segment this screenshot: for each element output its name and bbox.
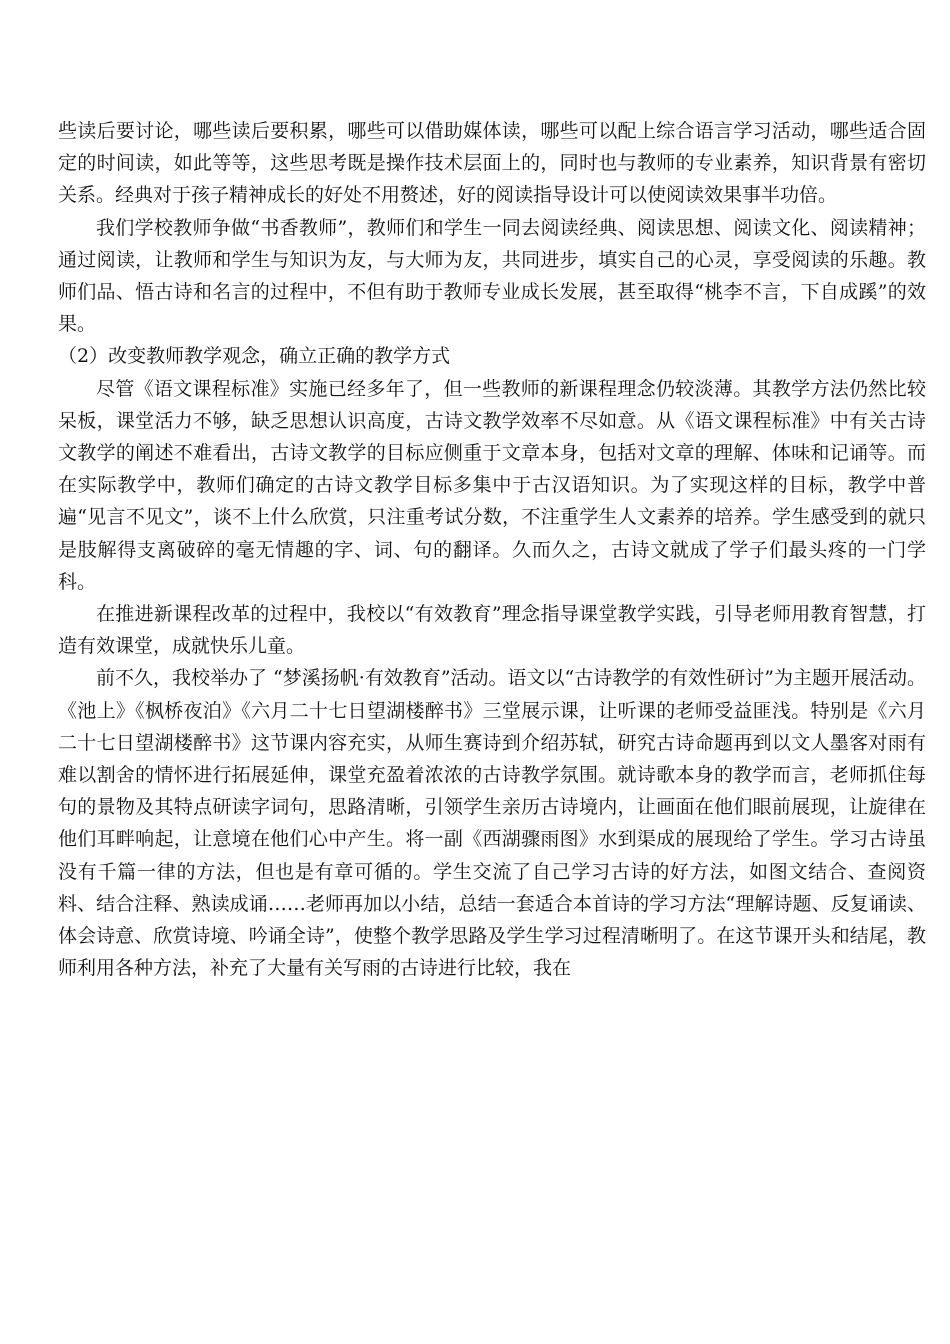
- paragraph-scholarly-teachers: 我们学校教师争做“书香教师”，教师们和学生一同去阅读经典、阅读思想、阅读文化、阅读精神；通过阅读，让教师和学生与知识为友，与大师为友，共同进步，填实自己的心灵，享受阅读的乐趣。教师们品、悟古诗和名言的过程中，不但有助于教师专业成长发展，甚至取得“桃李不言，下自成蹊”的效果。: [58, 216, 926, 336]
- paragraph-activity-report: 前不久，我校举办了 “梦溪扬帆·有效教育”活动。语文以“古诗教学的有效性研讨”为主题开展活动。《池上》《枫桥夜泊》《六月二十七日望湖楼醉书》三堂展示课，让听课的老师受益匪浅。特别是《六月二十七日望湖楼醉书》这节课内容充实，从师生赛诗到介绍苏轼，研究古诗命题再到以文人墨客对雨有难以割舍的情怀进行拓展延伸，课堂充盈着浓浓的古诗教学氛围。就诗歌本身的教学而言，老师抓住每句的景物及其特点研读字词句，思路清晰，引领学生亲历古诗境内，让画面在他们眼前展现，让旋律在他们耳畔响起，让意境在他们心中产生。将一副《西湖骤雨图》水到渠成的展现给了学生。学习古诗虽没有千篇一律的方法，但也是有章可循的。学生交流了自己学习古诗的好方法，如图文结合、查阅资料、结合注释、熟读成诵……老师再加以小结，总结一套适合本首诗的学习方法“理解诗题、反复诵读、体会诗意、欣赏诗境、吟诵全诗”，使整个教学思路及学生学习过程清晰明了。在这节课开头和结尾，教师利用各种方法，补充了大量有关写雨的古诗进行比较，我在: [58, 667, 926, 980]
- paragraph-continuation: 些读后要讨论，哪些读后要积累，哪些可以借助媒体读，哪些可以配上综合语言学习活动，哪些适合固定的时间读，如此等等，这些思考既是操作技术层面上的，同时也与教师的专业素养，知识背景有密切关系。经典对于孩子精神成长的好处不用赘述，好的阅读指导设计可以使阅读效果事半功倍。: [58, 120, 926, 207]
- paragraph-curriculum-standard: 尽管《语文课程标准》实施已经多年了，但一些教师的新课程理念仍较淡薄。其教学方法仍然比较呆板，课堂活力不够，缺乏思想认识高度，古诗文教学效率不尽如意。从《语文课程标准》中有关古诗文教学的阐述不难看出，古诗文教学的目标应侧重于文章本身，包括对文章的理解、体味和记诵等。而在实际教学中，教师们确定的古诗文教学目标多集中于古汉语知识。为了实现这样的目标，教学中普遍“见言不见文”，谈不上什么欣赏，只注重考试分数，不注重学生人文素养的培养。学生感受到的就只是肢解得支离破碎的毫无情趣的字、词、句的翻译。久而久之，古诗文就成了学子们最头疼的一门学科。: [58, 377, 926, 593]
- document-page: [58, 115, 926, 984]
- section-heading: （2）改变教师教学观念，确立正确的教学方式: [58, 345, 451, 368]
- paragraph-curriculum-reform: 在推进新课程改革的过程中，我校以“有效教育”理念指导课堂教学实践，引导老师用教育智慧，打造有效课堂，成就快乐儿童。: [58, 603, 926, 658]
